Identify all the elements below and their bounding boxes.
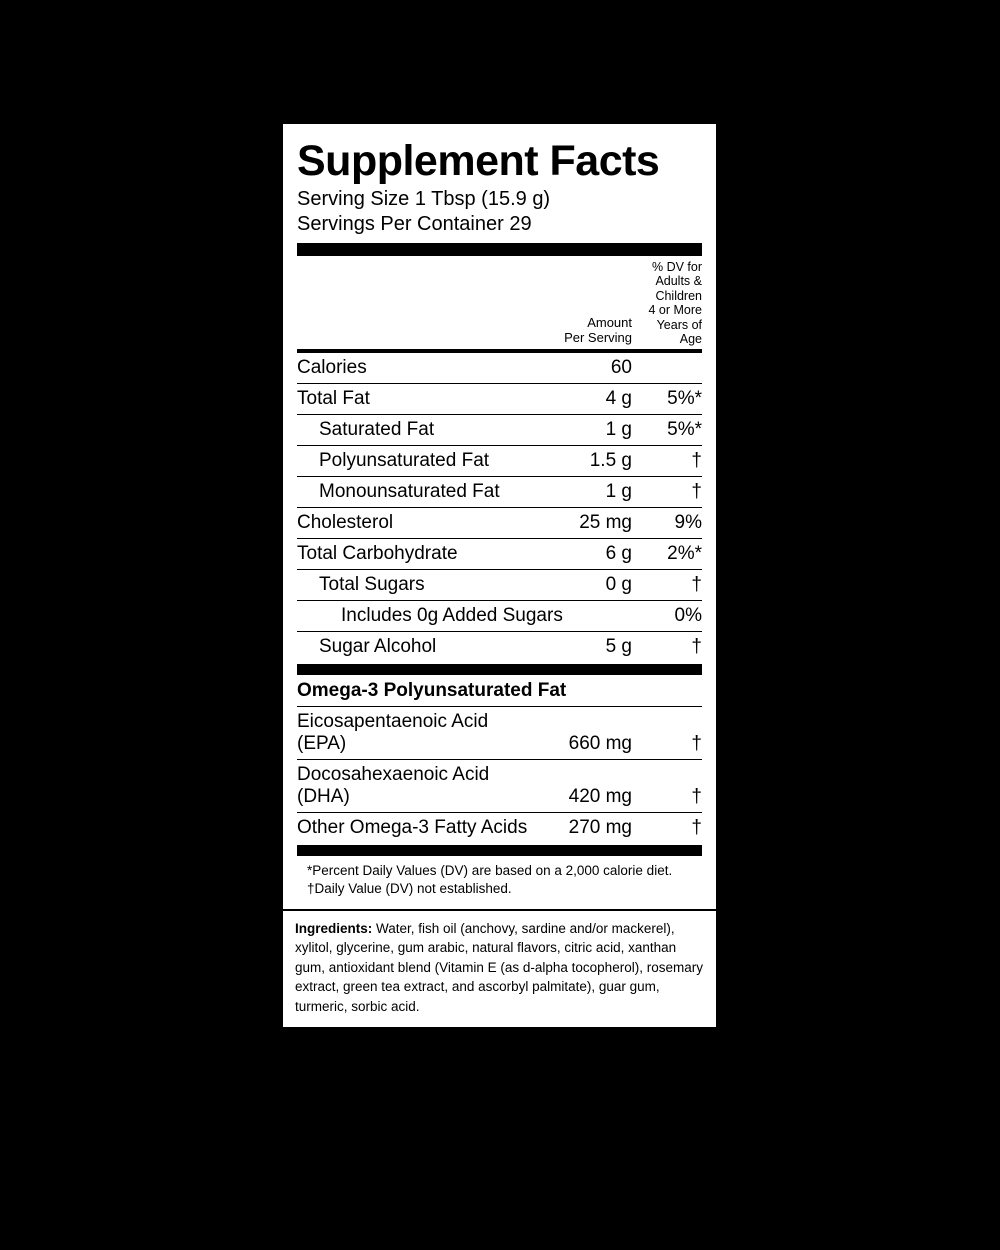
header-dv-line1: % DV for xyxy=(651,260,702,274)
row-amount: 1 g xyxy=(540,415,640,446)
row-amount: 0 g xyxy=(540,570,640,601)
row-dv: 5%* xyxy=(640,415,702,446)
footnotes xyxy=(297,856,702,900)
row-dv: 0% xyxy=(640,601,702,632)
header-amount-line2: Per Serving xyxy=(564,330,632,346)
row-label: Eicosapentaenoic Acid (EPA) xyxy=(297,707,540,760)
row-label: Cholesterol xyxy=(297,508,540,539)
divider-before-footnotes xyxy=(297,845,702,856)
row-amount: 60 xyxy=(540,353,640,384)
divider-before-omega xyxy=(297,664,702,675)
header-dv-line4: Years of Age xyxy=(656,317,702,346)
row-amount: 6 g xyxy=(540,539,640,570)
table-row-epa xyxy=(297,707,702,760)
row-dv: 5%* xyxy=(640,384,702,415)
row-label: Includes 0g Added Sugars xyxy=(297,601,640,632)
row-dv: † xyxy=(640,760,702,813)
row-label: Sugar Alcohol xyxy=(319,636,437,658)
row-amount: 5 g xyxy=(605,636,632,658)
row-label: Total Carbohydrate xyxy=(297,539,540,570)
supplement-facts-box xyxy=(281,122,718,911)
footnote-percent-daily-value: *Percent Daily Values (DV) are based on a 2,000 calorie diet. xyxy=(307,863,673,879)
supplement-label-panel xyxy=(281,122,718,1029)
row-dv: 2%* xyxy=(640,539,702,570)
row-label: Docosahexaenoic Acid (DHA) xyxy=(297,760,540,813)
row-dv: † xyxy=(640,707,702,760)
table-row-monounsaturated-fat xyxy=(297,477,702,508)
row-amount: 25 mg xyxy=(540,508,640,539)
table-row-saturated-fat xyxy=(297,415,702,446)
serving-size: Serving Size 1 Tbsp (15.9 g) xyxy=(297,188,551,210)
table-row-total-fat xyxy=(297,384,702,415)
ingredients-block xyxy=(281,911,718,1029)
page-title: Supplement Facts xyxy=(297,137,660,185)
divider-thick-top xyxy=(297,243,702,256)
table-row-dha xyxy=(297,760,702,813)
row-label: Saturated Fat xyxy=(297,415,540,446)
header-amount-line1: Amount xyxy=(587,315,632,331)
row-amount: 270 mg xyxy=(568,817,632,839)
row-amount: 4 g xyxy=(540,384,640,415)
table-row-other-omega3 xyxy=(297,813,702,844)
row-amount: 1 g xyxy=(540,477,640,508)
row-dv: † xyxy=(691,636,702,658)
table-row-added-sugars xyxy=(297,601,702,632)
ingredients-text: Water, fish oil (anchovy, sardine and/or mackerel), xylitol, glycerine, gum arabic, natural flavors, citric acid, xanthan gum, antioxidant blend (Vitamin E (as d-alpha tocopherol), rosemary extract, green tea extract, and ascorbyl palmitate), guar gum, turmeric, sorbic acid. xyxy=(295,920,703,1014)
table-row-cholesterol xyxy=(297,508,702,539)
omega-table xyxy=(297,707,702,843)
table-column-headers xyxy=(297,256,702,349)
header-daily-value xyxy=(640,260,702,346)
row-dv: 9% xyxy=(640,508,702,539)
header-dv-line3: 4 or More xyxy=(648,303,702,318)
ingredients-label: Ingredients: xyxy=(295,920,373,936)
row-label: Polyunsaturated Fat xyxy=(297,446,540,477)
row-label: Other Omega-3 Fatty Acids xyxy=(297,817,528,839)
row-dv: † xyxy=(691,817,702,839)
table-row-total-carbohydrate xyxy=(297,539,702,570)
table-row-polyunsaturated-fat xyxy=(297,446,702,477)
row-amount: 660 mg xyxy=(540,707,640,760)
row-dv: † xyxy=(640,477,702,508)
nutrient-table xyxy=(297,353,702,662)
row-label: Total Fat xyxy=(297,384,540,415)
row-dv xyxy=(640,353,702,384)
omega-section-title: Omega-3 Polyunsaturated Fat xyxy=(297,680,567,702)
row-label: Calories xyxy=(297,353,540,384)
row-dv: † xyxy=(640,570,702,601)
table-row-calories xyxy=(297,353,702,384)
row-dv: † xyxy=(640,446,702,477)
row-amount: 420 mg xyxy=(540,760,640,813)
servings-per-container: Servings Per Container 29 xyxy=(297,213,532,235)
row-label: Total Sugars xyxy=(297,570,540,601)
table-row-total-sugars xyxy=(297,570,702,601)
header-amount-per-serving xyxy=(532,316,640,346)
header-dv-line2: Adults & Children xyxy=(655,274,702,303)
footnote-dv-not-established: †Daily Value (DV) not established. xyxy=(307,881,512,897)
row-label: Monounsaturated Fat xyxy=(297,477,540,508)
table-row-sugar-alcohol xyxy=(297,632,702,663)
row-amount: 1.5 g xyxy=(540,446,640,477)
